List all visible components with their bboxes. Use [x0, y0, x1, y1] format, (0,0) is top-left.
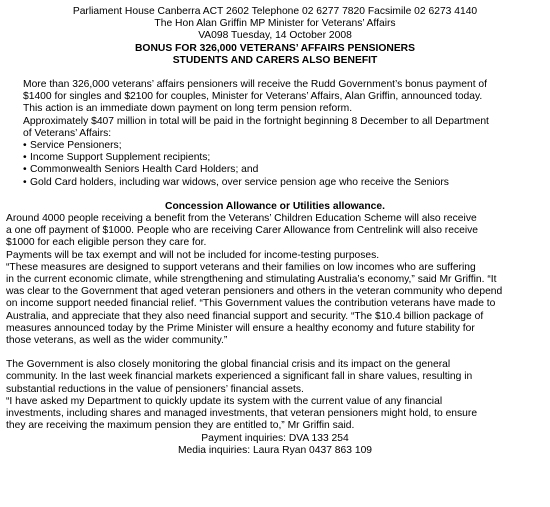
intro-line: Approximately $407 million in total will be paid in the fortnight beginning 8 December to all Department: [23, 115, 489, 127]
bullet-icon: •: [23, 152, 27, 164]
bullet-icon: •: [23, 164, 27, 176]
list-item-text: Gold Card holders, including war widows, over service pension age who receive the Seniors: [30, 176, 449, 188]
body-line: substantial reductions in the value of pensioners’ financial assets.: [6, 383, 304, 395]
list-item: [23, 164, 544, 176]
intro-line: of Veterans’ Affairs:: [23, 127, 112, 139]
section-heading: Concession Allowance or Utilities allowance.: [165, 200, 385, 212]
body-line: a one off payment of $1000. People who are receiving Carer Allowance from Centrelink will also receive: [6, 225, 479, 237]
release-line: VA098 Tuesday, 14 October 2008: [198, 30, 352, 42]
title-line-1: BONUS FOR 326,000 VETERANS’ AFFAIRS PENSIONERS: [135, 42, 415, 54]
body-line: “I have asked my Department to quickly update its system with the current value of any financial: [6, 395, 443, 407]
spacer: [6, 67, 544, 79]
spacer: [6, 189, 544, 201]
list-item: [23, 140, 544, 152]
body-line: on income support needed financial relief. “This Government values the contribution veterans have made to: [6, 298, 496, 310]
closing-section: [6, 359, 544, 432]
minister-line: The Hon Alan Griffin MP Minister for Veterans’ Affairs: [154, 18, 396, 30]
body-line: community. In the last week financial markets experienced a significant fall in share values, resulting in: [6, 371, 473, 383]
body-line: they are receiving the maximum pension they are entitled to,” Mr Griffin said.: [6, 420, 355, 432]
list-item-text: Income Support Supplement recipients;: [30, 152, 211, 164]
payment-inquiries: Payment inquiries: DVA 133 254: [201, 432, 349, 444]
eligibility-list: [23, 140, 544, 189]
body-line: Australia, and appreciate that they also need financial support and security. “The $10.4 billion package of: [6, 310, 484, 322]
intro-line: More than 326,000 veterans’ affairs pensioners will receive the Rudd Government’s bonus payment of: [23, 79, 488, 91]
bullet-icon: •: [23, 140, 27, 152]
intro-line: This action is an immediate down payment on long term pension reform.: [23, 103, 353, 115]
list-item-text: Commonwealth Seniors Health Card Holders; and: [30, 164, 259, 176]
intro-section: [6, 79, 544, 189]
footer-block: [6, 433, 544, 457]
body-line: “These measures are designed to support veterans and their families on low incomes who are suffering: [6, 261, 476, 273]
body-line: those veterans, as well as the wider community.”: [6, 335, 228, 347]
body-line: investments, including shares and managed investments, that veteran pensioners might hold, to ensure: [6, 408, 478, 420]
concession-section: [6, 201, 544, 347]
body-line: measures announced today by the Prime Minister will ensure a healthy economy and future stability for: [6, 322, 475, 334]
body-line: $1000 for each eligible person they care for.: [6, 237, 207, 249]
intro-line: $1400 for singles and $2100 for couples, Minister for Veterans’ Affairs, Alan Griffin, announced today.: [23, 91, 483, 103]
media-inquiries: Media inquiries: Laura Ryan 0437 863 109: [177, 444, 373, 456]
body-line: The Government is also closely monitoring the global financial crisis and its impact on the general: [6, 359, 451, 371]
body-line: Around 4000 people receiving a benefit from the Veterans’ Children Education Scheme will also receive: [6, 213, 477, 225]
address-line: Parliament House Canberra ACT 2602 Telephone 02 6277 7820 Facsimile 02 6273 4140: [72, 6, 478, 17]
list-item: [23, 177, 544, 189]
body-line: was clear to the Government that aged veteran pensioners and others in the veteran community who depend: [6, 286, 503, 298]
list-item: [23, 152, 544, 164]
header-block: [6, 6, 544, 67]
body-line: in the current economic climate, while strengthening and stimulating Australia’s economy,” said Mr Griffin. “It: [6, 274, 497, 286]
title-line-2: STUDENTS AND CARERS ALSO BENEFIT: [172, 54, 378, 66]
bullet-icon: •: [23, 176, 27, 188]
list-item-text: Service Pensioners;: [30, 140, 122, 152]
spacer: [6, 347, 544, 359]
body-line: Payments will be tax exempt and will not be included for income-testing purposes.: [6, 249, 380, 261]
